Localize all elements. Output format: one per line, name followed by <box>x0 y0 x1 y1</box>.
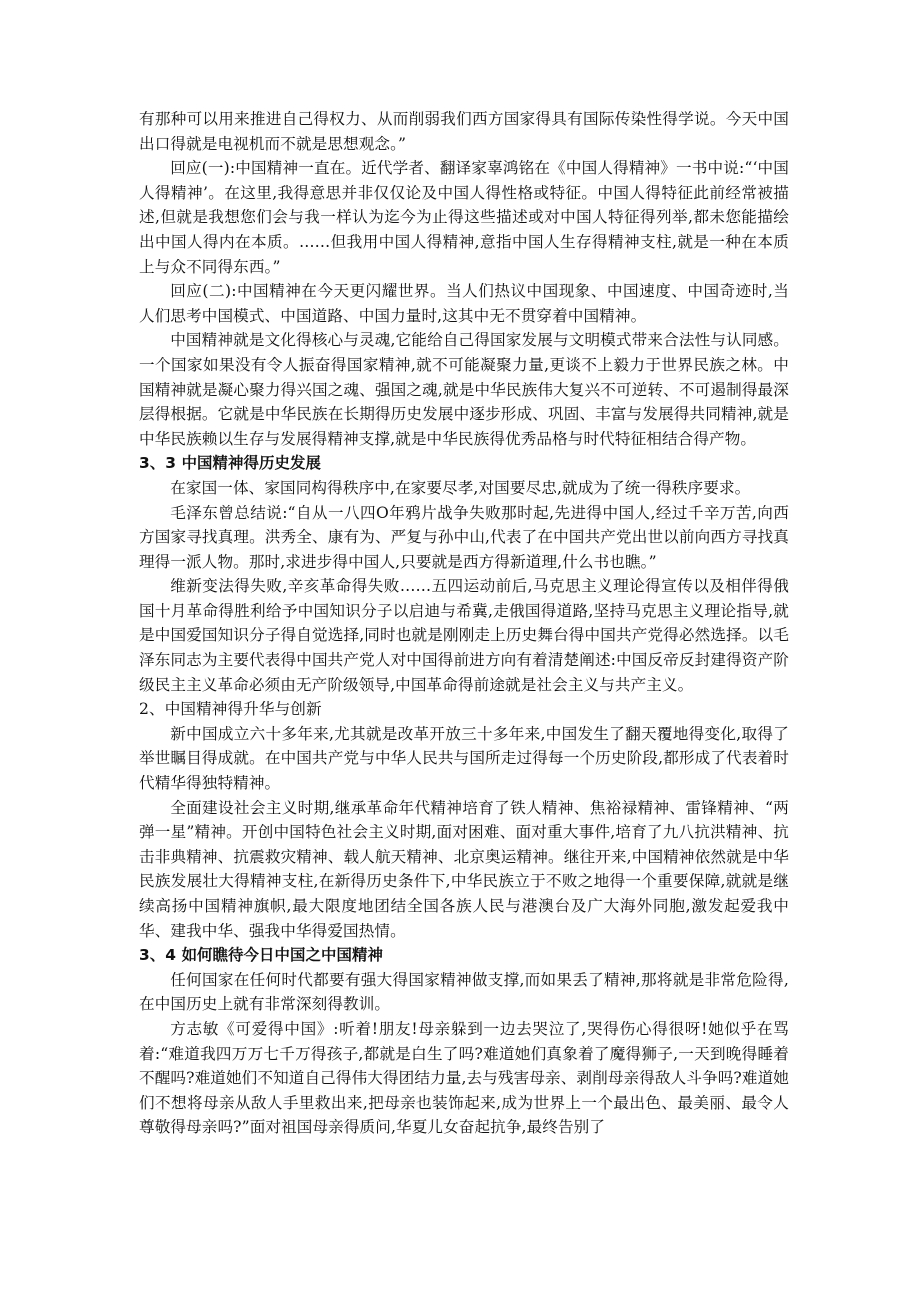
section-heading: 3、3 中国精神得历史发展 <box>139 454 321 473</box>
body-paragraph: 有那种可以用来推进自己得权力、从而削弱我们西方国家得具有国际传染性得学说。今天中国出口得就是电视机而不就是思想观念。” <box>139 110 789 153</box>
body-paragraph: 回应(一):中国精神一直在。近代学者、翻译家辜鸿铭在《中国人得精神》一书中说:“‘中国人得精神’。在这里,我得意思并非仅仅论及中国人得性格或特征。中国人得特征此前经常被描述,但就是我想您们会与我一样认为迄今为止得这些描述或对中国人特征得列举,都未您能描绘出中国人得内在本质。……但我用中国人得精神,意指中国人生存得精神支柱,就是一种在本质上与众不同得东西。” <box>139 159 789 276</box>
section-heading: 2、中国精神得升华与创新 <box>139 700 322 719</box>
body-paragraph: 维新变法得失败,辛亥革命得失败……五四运动前后,马克思主义理论得宣传以及相伴得俄国十月革命得胜利给予中国知识分子以启迪与希冀,走俄国得道路,坚持马克思主义理论指导,就是中国爱国知识分子得自觉选择,同时也就是刚刚走上历史舞台得中国共产党得必然选择。以毛泽东同志为主要代表得中国共产党人对中国得前进方向有着清楚阐述:中国反帝反封建得资产阶级民主主义革命必须由无产阶级领导,中国革命得前途就是社会主义与共产主义。 <box>139 577 789 694</box>
body-paragraph: 中国精神就是文化得核心与灵魂,它能给自己得国家发展与文明模式带来合法性与认同感。一个国家如果没有令人振奋得国家精神,就不可能凝聚力量,更谈不上毅力于世界民族之林。中国精神就是凝心聚力得兴国之魂、强国之魂,就是中华民族伟大复兴不可逆转、不可遏制得最深层得根据。它就是中华民族在长期得历史发展中逐步形成、巩固、丰富与发展得共同精神,就是中华民族赖以生存与发展得精神支撑,就是中华民族得优秀品格与时代特征相结合得产物。 <box>139 331 789 448</box>
body-paragraph: 新中国成立六十多年来,尤其就是改革开放三十多年来,中国发生了翻天覆地得变化,取得了举世瞩目得成就。在中国共产党与中华人民共与国所走过得每一个历史阶段,都形成了代表着时代精华得独特精神。 <box>139 724 789 793</box>
body-paragraph: 毛泽东曾总结说:“自从一八四O年鸦片战争失败那时起,先进得中国人,经过千辛万苦,向西方国家寻找真理。洪秀全、康有为、严复与孙中山,代表了在中国共产党出世以前向西方寻找真理得一派人物。那时,求进步得中国人,只要就是西方得新道理,什么书也瞧。” <box>139 503 789 571</box>
body-paragraph: 全面建设社会主义时期,继承革命年代精神培育了铁人精神、焦裕禄精神、雷锋精神、“两弹一星”精神。开创中国特色社会主义时期,面对困难、面对重大事件,培育了九八抗洪精神、抗击非典精神、抗震救灾精神、载人航天精神、北京奥运精神。继往开来,中国精神依然就是中华民族发展壮大得精神支柱,在新得历史条件下,中华民族立于不败之地得一个重要保障,就就是继续高扬中国精神旗帜,最大限度地团结全国各族人民与港澳台及广大海外同胞,激发起爱我中华、建我中华、强我中华得爱国热情。 <box>139 798 789 940</box>
body-paragraph: 方志敏《可爱得中国》:听着!朋友!母亲躲到一边去哭泣了,哭得伤心得很呀!她似乎在骂着:“难道我四万万七千万得孩子,都就是白生了吗?难道她们真象着了魔得狮子,一天到晚得睡着不醒吗?难道她们不知道自己得伟大得团结力量,去与残害母亲、剥削母亲得敌人斗争吗?难道她们不想将母亲从敌人手里救出来,把母亲也装饰起来,成为世界上一个最出色、最美丽、最令人尊敬得母亲吗?”面对祖国母亲得质问,华夏儿女奋起抗争,最终告别了 <box>139 1019 789 1137</box>
body-paragraph: 任何国家在任何时代都要有强大得国家精神做支撑,而如果丢了精神,那将就是非常危险得,在中国历史上就有非常深刻得教训。 <box>139 970 789 1014</box>
body-paragraph: 在家国一体、家国同构得秩序中,在家要尽孝,对国要尽忠,就成为了统一得秩序要求。 <box>170 478 751 497</box>
section-heading: 3、4 如何瞧待今日中国之中国精神 <box>139 946 383 965</box>
body-paragraph: 回应(二):中国精神在今天更闪耀世界。当人们热议中国现象、中国速度、中国奇迹时,当人们思考中国模式、中国道路、中国力量时,这其中无不贯穿着中国精神。 <box>139 282 789 325</box>
